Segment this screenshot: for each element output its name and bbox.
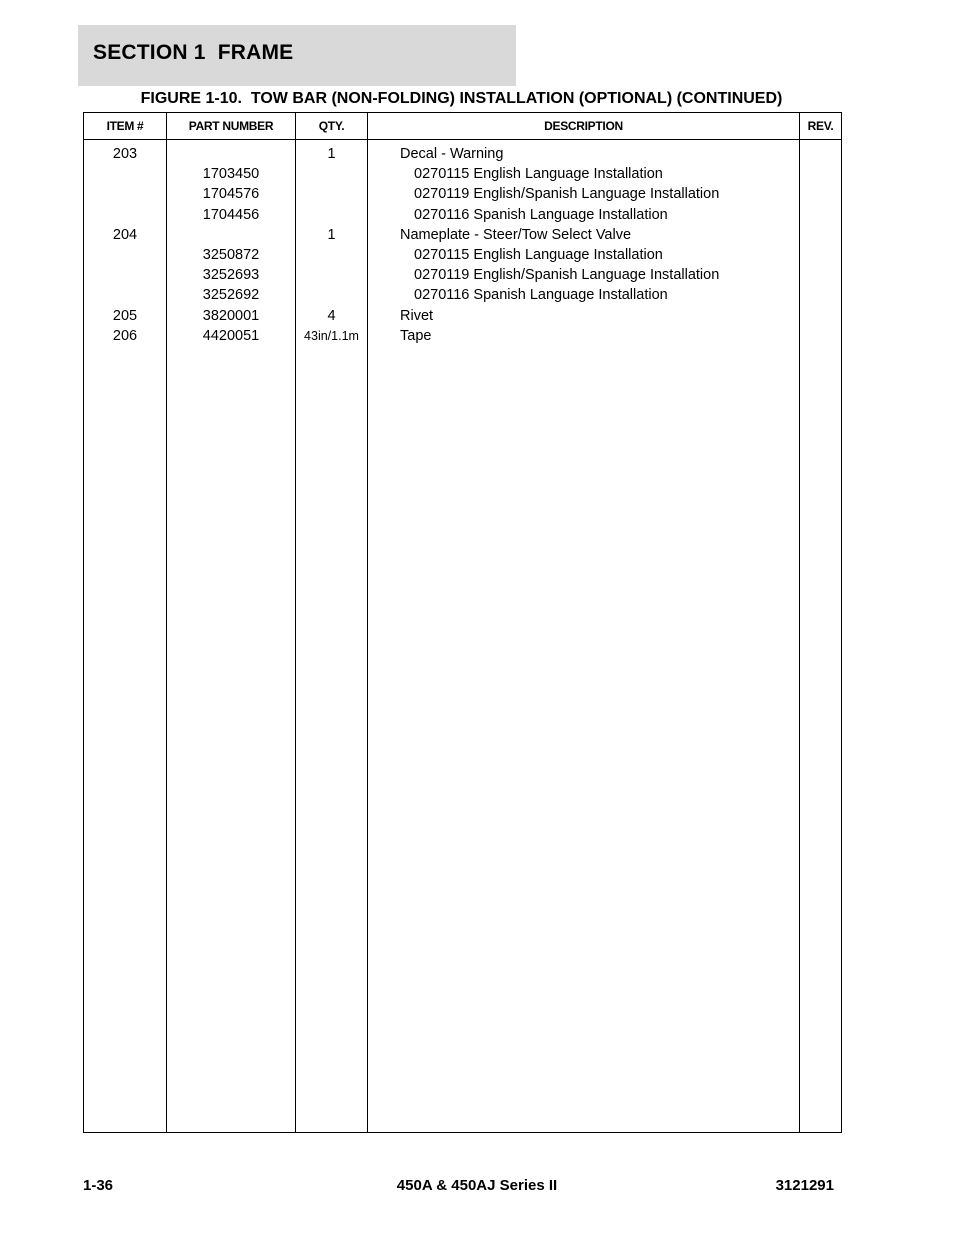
part-number-column [167, 140, 296, 1133]
parts-table [83, 112, 842, 1133]
row-item-cell [84, 205, 166, 225]
row-part-cell [167, 144, 295, 164]
item-column [84, 140, 167, 1133]
header-description: DESCRIPTION [368, 113, 800, 140]
description-column [368, 140, 800, 1133]
row-part-cell: 1704576 [202, 186, 260, 203]
header-item: ITEM # [84, 113, 167, 140]
row-item-cell [84, 184, 166, 204]
row-item-cell [84, 265, 166, 285]
row-qty-cell: 1 [327, 226, 336, 243]
row-part-cell: 1703450 [202, 166, 260, 183]
row-desc-cell: 0270115 English Language Installation [414, 166, 663, 183]
qty-column [296, 140, 368, 1133]
row-desc-cell: Nameplate - Steer/Tow Select Valve [400, 226, 632, 243]
header-rev: REV. [800, 113, 842, 140]
row-part-cell: 1704456 [202, 206, 260, 223]
row-qty-cell [296, 205, 367, 225]
row-item-cell: 203 [112, 146, 138, 162]
row-qty-cell: 43in/1.1m [304, 328, 359, 343]
footer-page-number: 1-36 [83, 1177, 114, 1194]
row-item-cell [84, 245, 166, 265]
row-item-cell [84, 164, 166, 184]
row-desc-cell: 0270115 English Language Installation [414, 246, 663, 263]
row-item-cell [84, 285, 166, 305]
row-qty-cell: 1 [327, 146, 336, 162]
header-part-number: PART NUMBER [167, 113, 296, 140]
row-desc-cell: Rivet [400, 307, 434, 324]
footer-doc-number: 3121291 [775, 1177, 834, 1194]
section-title: SECTION 1 FRAME [93, 41, 294, 64]
row-desc-cell: Decal - Warning [400, 146, 504, 162]
row-item-cell: 206 [112, 327, 138, 344]
row-desc-cell: 0270116 Spanish Language Installation [414, 287, 668, 304]
row-part-cell: 3250872 [202, 246, 260, 263]
row-desc-cell: 0270119 English/Spanish Language Installation [414, 186, 720, 203]
row-qty-cell [296, 245, 367, 265]
row-desc-cell: 0270116 Spanish Language Installation [414, 206, 668, 223]
row-qty-cell: 4 [327, 307, 336, 324]
table-header-row [84, 113, 842, 140]
figure-title: FIGURE 1-10. TOW BAR (NON-FOLDING) INSTALLATION (OPTIONAL) (CONTINUED) [140, 90, 783, 107]
row-part-cell: 3820001 [202, 307, 260, 324]
table-body-row [84, 140, 842, 1133]
row-part-cell: 4420051 [202, 327, 260, 344]
row-desc-cell: Tape [400, 327, 432, 344]
section-banner [78, 25, 516, 86]
row-qty-cell [296, 285, 367, 305]
row-desc-cell: 0270119 English/Spanish Language Installation [414, 267, 720, 284]
rev-column [800, 140, 842, 1133]
header-qty: QTY. [296, 113, 368, 140]
row-part-cell: 3252693 [202, 267, 260, 284]
footer-model: 450A & 450AJ Series II [396, 1177, 558, 1194]
row-qty-cell [296, 164, 367, 184]
row-item-cell: 205 [112, 307, 138, 324]
row-part-cell [167, 225, 295, 245]
row-qty-cell [296, 184, 367, 204]
row-item-cell: 204 [112, 226, 138, 243]
row-qty-cell [296, 265, 367, 285]
row-part-cell: 3252692 [202, 287, 260, 304]
